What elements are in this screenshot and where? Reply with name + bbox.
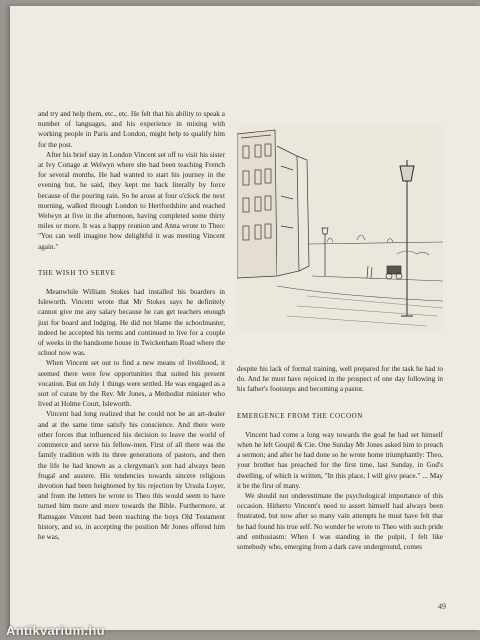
paragraph: and try and help them, etc., etc. He felt that his ability to speak a number of languages, and his experience in mixing with working people in Paris and London, might help to qualify him for the post. xyxy=(38,110,225,149)
paragraph: Vincent had come a long way towards the goal he had set himself when he left Goupil & Cie. One Sunday Mr Jones asked him to preach a sermon; and after he had done so he wrote home triumphantly: Theo, your brother has preached for the first time, last Sunday, in God's dwelling, of which is written, "In this place, I will give peace." ... May it be the first of many. xyxy=(237,430,443,490)
paragraph: When Vincent set out to find a new means of livelihood, it seemed there were few opportunities that suited his present vocation. But on July 1 things were settled. He was engaged as a sort of curate by the Rev. Mr Jones, a Methodist minister who lived at Holme Court, Isleworth. xyxy=(38,359,225,409)
page-number: 49 xyxy=(438,602,446,611)
book-page xyxy=(10,6,480,630)
paragraph: Vincent had long realized that he could not be an art-dealer and at the same time satisfy his conscience. And there were other forces that influenced his decision to leave the world of commerce and serve his fellow-men. First of all there was the family tradition with its three generations of pastors, and then the life he had known as a clergyman's son had always been frugal and austere. His tendencies towards sincere religious devotion had been heightened by his rejection by Ursula Loyer, and from the letters he wrote to Theo this would seem to have turned him more and more towards the Bible. Furthermore, at Ramsgate Vincent had been teaching the boys Old Testament history, and so, in accepting the position Mr Jones offered him he was, xyxy=(38,410,225,541)
paragraph: We should not underestimate the psychological importance of this occasion. Hitherto Vincent's need to assert himself had always been frustrated, but now after so many vain attempts he must have felt that he had found his true self. No wonder he wrote to Theo with such pride and enthusiasm: When I was standing in the pulpit, I felt like somebody who, emerging from a dark cave underground, comes xyxy=(237,492,443,552)
paragraph: After his brief stay in London Vincent set off to visit his sister at Ivy Cottage at Welwyn where she had been teaching French for several months. He had wanted to start his journey in the evening but, he said, they kept me back literally by force because of the pouring rain. So he arose at four o'clock the next morning, walked through London to Hertfordshire and reached Welwyn at five in the afternoon, having completed some thirty miles or more. It was a happy reunion and Anna wrote to Theo: "You can well imagine how delightful it was meeting Vincent again." xyxy=(38,150,225,251)
right-text-column xyxy=(237,364,443,552)
section-heading: EMERGENCE FROM THE COCOON xyxy=(237,411,363,420)
left-text-column xyxy=(38,109,225,542)
section-heading: THE WISH TO SERVE xyxy=(38,268,116,277)
paragraph: Meanwhile William Stokes had installed his boarders in Isleworth. Vincent wrote that Mr Stokes says he definitely cannot give me any salary because he can get teachers enough just for board and lodging. He did not blame the schoolmaster, indeed he accepted his terms and continued to live for a couple of weeks in the handsome house in Twickenham Road where the school now was. xyxy=(38,288,225,358)
paragraph: despite his lack of formal training, well prepared for the task he had to do. And he must have rejoiced in the prospect of one day following in his father's footsteps and becoming a pastor. xyxy=(237,365,443,394)
street-sketch-illustration xyxy=(237,126,443,331)
watermark-logo: Antikvarium.hu xyxy=(6,623,105,638)
